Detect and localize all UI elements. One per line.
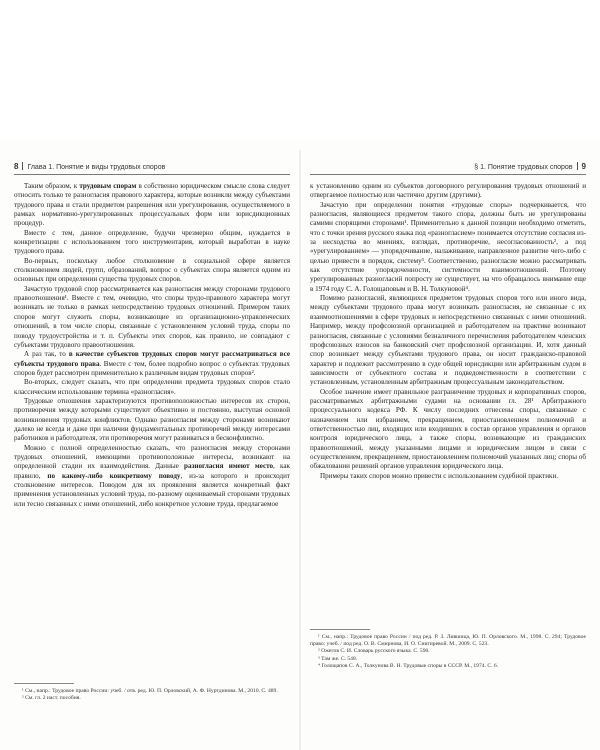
emphasized-term: по какому-либо конкретному поводу	[47, 471, 181, 480]
running-head-right	[310, 161, 586, 173]
footnote-rule	[310, 629, 370, 630]
page-number-left: 8	[14, 162, 19, 171]
left-paragraph: А раз так, то в качестве субъектов трудовых споров могут рассматриваться все субъекты трудового права. Вместе с тем, более подробно вопрос о субъектах трудовых споров будет рассмотрен применительно к различным видам трудовых споров².	[14, 350, 290, 377]
right-paragraph: Помимо разногласий, являющихся предметом трудовых споров того или иного вида, между субъектами трудового права могут возникать разногласия, не связанные с их взаимоотношениями в сфере трудовых и непосредственно связанных с ними отношений. Например, между профсоюзной организацией и работодателем на практике возникают разногласия, связанные с условиями безналичного перечисления работодателем членских профсоюзных взносов на банковский счет профсоюзной организации. И, хотя данный спор возникает между субъектами трудового права, он носит гражданско-правовой характер и подлежит рассмотрению в суде общей юрисдикции или арбитражным судом в зависимости от субъектного состава и подведомственности в соответствии с установленным, установленным арбитражным процессуальным законодательством.	[310, 294, 586, 387]
footnote: ¹ См., напр.: Трудовое право России: учеб. / отв. ред. Ю. П. Орловский, А. Ф. Нуртдинова. М., 2010. С. 489.	[22, 688, 278, 694]
header-rule	[310, 174, 586, 175]
footnote-ref: ²	[553, 238, 557, 247]
footnote-ref: ¹	[64, 294, 67, 303]
emphasized-term: в качестве субъектов трудовых споров могут рассматриваться все субъекты трудового права	[14, 350, 290, 368]
footnote: ¹ См., напр.: Трудовое право России / под ред. Р. З. Лившица, Ю. П. Орловского. М., 1998. С. 294; Трудовое право: учеб. / под ред. О. В. Смирнова, И. О. Снигиревой. М., 2009. С. 523.	[310, 634, 586, 648]
footnote-ref: ³	[421, 256, 424, 265]
book-gutter	[299, 150, 301, 750]
footnote-ref: ¹	[531, 396, 534, 405]
left-paragraph: Можно с полной определенностью сказать, что разногласия между сторонами трудовых отношений, имеющими противоположные интересы, возникают на определенной стадии их взаимодействия. Данные разногласия имеют место, как правило, по какому-либо конкретному поводу, из-за которого и происходит столкновение интересов. Поводом для их проявления является конкретный факт применения установленных условий труда, по-разному оцениваемый сторонами трудовых или тесно связанных с ними отношений, либо конкретное условие труда, предлагаемое	[14, 443, 290, 508]
section-title: § 1. Понятие трудовых споров	[474, 164, 573, 171]
right-paragraph: Зачастую при определении понятия «трудовые споры» подчеркивается, что разногласия, являющиеся предметом такого спора, должны быть не урегулированы самими спорящими сторонами¹. Применительно к данной позиции необходимо отметить, что с точки зрения русского языка под «разногласием» понимается отсутствие согласия из-за несходства во мнениях, взглядах, противоречие, несогласованность², а под «урегулированием» — упорядочивание, налаживание, направленное развитие чего-либо с целью привести в порядок, систему³. Соответственно, разногласие можно рассматривать как отсутствие упорядоченности, системности взаимоотношений. Поэтому урегулированных разногласий попросту не существует, на что обращалось внимание еще в 1974 году С. А. Голощаповым и В. Н. Толкуновой⁴.	[310, 200, 587, 293]
right-page-text	[310, 182, 586, 481]
left-paragraph: Во-первых, поскольку любое столкновение в социальной сфере является столкновением людей, групп, образований, вопрос о субъектах спора является одним из основных при определении существа трудовых споров.	[14, 256, 290, 284]
footnote-ref: ²	[251, 368, 254, 377]
right-page	[310, 0, 586, 750]
right-paragraph: Особое значение имеет правильное разграничение трудовых и корпоративных споров, рассматриваемых арбитражными судами на основании гл. 28¹ Арбитражного процессуального кодекса РФ. К числу последних отнесены споры, связанные с назначением или избранием, прекращением, приостановлением полномочий и ответственностью лиц, входящих или входивших в состав органов управления и органов контроля юридического лица, а также споры, возникающие из гражданских правоотношений, между указанными лицами и юридическим лицом в связи с осуществлением, прекращением, приостановлением полномочий указанных лиц; споры об обжаловании решений органов управления юридического лица.	[310, 387, 586, 471]
emphasized-term: разногласия имеют место	[184, 462, 274, 471]
right-paragraph: Примеры таких споров можно привести с использованием судебной практики.	[320, 471, 559, 480]
header-rule	[14, 174, 290, 175]
page-number-right: 9	[581, 162, 586, 171]
footnote: ² См. гл. 2 наст. пособия.	[22, 695, 81, 702]
left-paragraph: Во-вторых, следует сказать, что при определении предмета трудовых споров стало классическим использование термина «разногласия».	[14, 378, 290, 396]
emphasized-term: трудовым спорам	[79, 182, 137, 190]
left-page-text	[14, 182, 290, 509]
footnote: ³ Там же. С. 548.	[318, 655, 358, 662]
running-head-left	[14, 161, 290, 173]
left-paragraph: Трудовые отношения характеризуются противоположностью интересов их сторон, противоречия между которыми существуют объективно и постоянно, выступая основой возникновения трудовых конфликтов. Однако разногласия между сторонами возникают далеко не всегда и даже при наличии фундаментальных противоречий между интересами работников и работодателя, эти противоречия могут развиваться в бесконфликтно.	[14, 396, 290, 443]
chapter-title: Глава 1. Понятие и виды трудовых споров	[27, 164, 166, 171]
footnote-ref: ⁴	[465, 284, 468, 293]
left-paragraph: Таким образом, к трудовым спорам в собственно юридическом смысле слова следует относить только те разногласия правового характера, которые возникли между субъектами трудового права и стали предметом разрешения или урегулирования, осуществляемого в рамках нормативно-урегулированных процессуальных форм или юрисдикционных процедур.	[14, 182, 291, 228]
running-head-separator	[577, 162, 578, 170]
left-footnotes	[14, 688, 290, 702]
right-paragraph: к установлению одним из субъектов договорного регулирования трудовых отношений и отвергаемое полностью или частично другим (другими).	[310, 182, 586, 200]
left-paragraph: Зачастую трудовой спор рассматривается как разногласия между сторонами трудового правоотношения¹. Вместе с тем, очевидно, что споры трудо-правового характера могут возникать не только в рамках непосредственно трудовых отношений. Примером таких споров могут служить споры, возникающие из организационно-управленческих отношений, в том числе споры, связанные с установлением условий труда, споры по поводу трудоустройства и т. п. Субъекты этих споров, как правило, не совпадают с субъектами трудового правоотношения.	[14, 284, 290, 349]
footnote-rule	[14, 683, 74, 684]
running-head-separator	[22, 162, 23, 170]
left-paragraph: Вместе с тем, данное определение, будучи чрезмерно общим, нуждается в конкретизации с использованием того инструментария, который выработан в науке трудового права.	[14, 228, 290, 256]
right-footnotes	[310, 634, 586, 670]
footnote: ⁴ Голощапов С. А., Толкунова В. Н. Трудовые споры в СССР. М., 1974. С. 6.	[318, 662, 499, 669]
left-page	[14, 0, 290, 750]
footnote: ² Ожегов С. И. Словарь русского языка. С. 590.	[318, 648, 430, 655]
footnote-ref: ¹	[404, 219, 407, 228]
